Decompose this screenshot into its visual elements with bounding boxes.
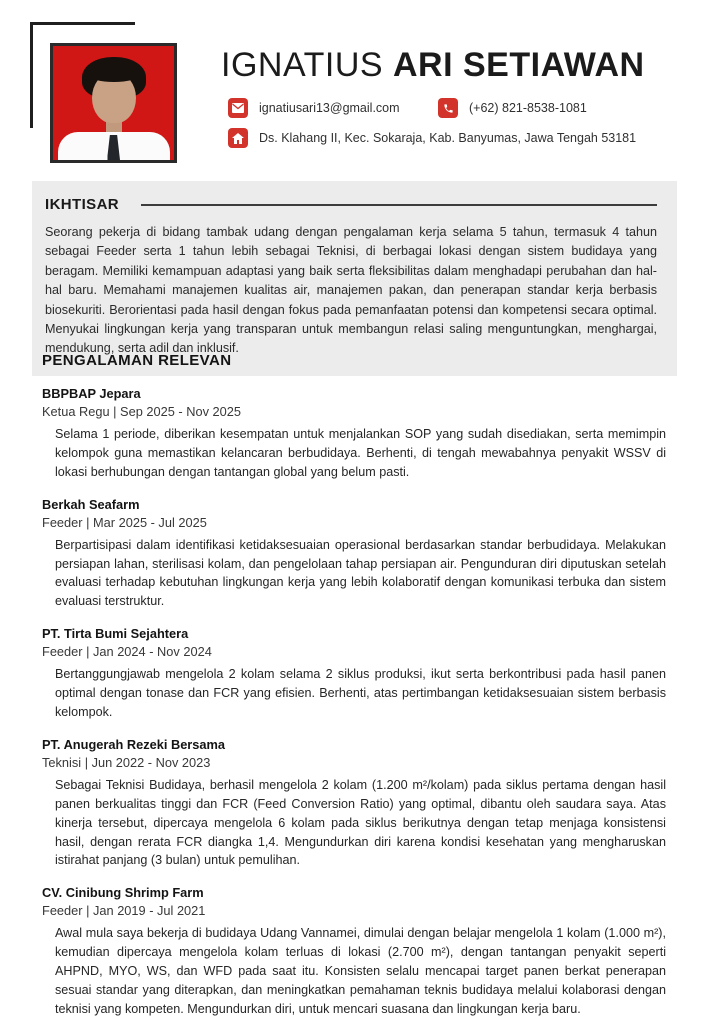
profile-photo [50, 43, 177, 163]
job-period: Sep 2025 - Nov 2025 [120, 404, 241, 419]
job-meta [42, 755, 666, 770]
mail-icon [228, 98, 248, 118]
job-period: Jan 2024 - Nov 2024 [93, 644, 212, 660]
job-separator: | [86, 903, 90, 919]
job-role: Teknisi [42, 754, 82, 770]
contact-phone [438, 98, 587, 118]
job-meta [42, 644, 666, 659]
person-last-name: ARI SETIAWAN [393, 46, 645, 84]
photo-fringe [89, 68, 139, 82]
job-separator: | [113, 404, 117, 419]
job-entry [42, 737, 666, 870]
summary-header [45, 196, 657, 213]
job-company: CV. Cinibung Shrimp Farm [42, 885, 204, 901]
job-separator: | [86, 644, 90, 660]
job-meta [42, 515, 666, 530]
job-entry [42, 497, 666, 612]
job-meta [42, 404, 666, 419]
experience-title: PENGALAMAN RELEVAN [42, 352, 232, 369]
summary-section [32, 181, 677, 376]
job-description: Sebagai Teknisi Budidaya, berhasil mengelola 2 kolam (1.200 m²/kolam) pada siklus pertama dengan hasil panen berkualitas tinggi dan FCR (Feed Conversion Ratio) yang optimal, dibantu oleh saudara saya. Atas kinerja tersebut, dipercaya mengelola 6 kolam pada siklus berikutnya dengan tetap menjaga konsistensi hasil, dengan rerata FCR diangka 1,4. Mengundurkan diri karena kondisi kesehatan yang mengharuskan istirahat panjang (3 bulan) untuk pemulihan. [55, 777, 666, 868]
job-description: Berpartisipasi dalam identifikasi ketidaksesuaian operasional berdasarkan standar berbudidaya. Melakukan persiapan lahan, sterilisasi kolam, dan pengelolaan tahap persiapan air. Pengunduran diri diputuskan setelah evaluasi terhadap kebutuhan lingkungan kerja yang lebih kolaboratif dengan komunikasi terbuka dan sistem evaluasi terstruktur. [55, 537, 666, 609]
job-meta [42, 903, 666, 918]
summary-divider-line [141, 204, 657, 206]
job-description: Awal mula saya bekerja di budidaya Udang Vannamei, dimulai dengan belajar mengelola 1 kolam (1.000 m²), kemudian dipercaya mengelola kolam terluas di lokasi (2.700 m²), dengan tantangan penyakit seperti AHPND, MYO, WS, dan WFD pada saat itu. Konsisten selalu mencapai target panen berkat penerapan sesuai standar yang diterapkan, dan meningkatkan pemahaman teknis budidaya melalui kolaborasi dengan teknisi yang kompeten. Mengundurkan diri, untuk mencari suasana dan lingkungan kerja baru. [55, 926, 666, 1016]
job-role: Feeder [42, 514, 83, 530]
job-description: Bertanggungjawab mengelola 2 kolam selama 2 siklus produksi, ikut serta berkontribusi pada hasil panen optimal dengan tonase dan FCR yang efisien. Berhenti, atas pertimbangan ketidaksesuaian sistem berbasis kelompok. [55, 667, 666, 720]
summary-title: IKHTISAR [45, 196, 120, 213]
job-role: Feeder [42, 644, 83, 660]
job-period: Jun 2022 - Nov 2023 [91, 754, 211, 770]
experience-section [42, 352, 666, 1034]
contact-address [228, 128, 636, 148]
job-company: Berkah Seafarm [42, 496, 140, 512]
person-name [221, 47, 645, 84]
job-period: Mar 2025 - Jul 2025 [93, 514, 207, 530]
phone-text: (+62) 821-8538-1081 [469, 101, 587, 115]
job-company: BBPBAP Jepara [42, 386, 141, 401]
job-description: Selama 1 periode, diberikan kesempatan untuk menjalankan SOP yang sudah disediakan, serta memimpin kelompok guna memastikan kelancaran berbudidaya. Berhenti, di tengah mewabahnya penyakit WSSV di lokasi berhubungan dengan tantangan global yang belum pasti. [55, 427, 666, 479]
phone-icon [438, 98, 458, 118]
email-text: ignatiusari13@gmail.com [259, 101, 400, 115]
address-text: Ds. Klahang II, Kec. Sokaraja, Kab. Banyumas, Jawa Tengah 53181 [259, 131, 637, 145]
job-separator: | [86, 514, 90, 530]
job-separator: | [84, 754, 89, 770]
contact-email [228, 98, 400, 118]
job-company: PT. Anugerah Rezeki Bersama [42, 736, 226, 752]
job-period: Jan 2019 - Jul 2021 [93, 903, 206, 919]
job-entry [42, 885, 666, 1018]
job-role: Ketua Regu [42, 404, 110, 419]
person-first-name: IGNATIUS [221, 46, 384, 84]
job-company: PT. Tirta Bumi Sejahtera [42, 626, 189, 642]
job-entry [42, 386, 666, 482]
home-icon [228, 128, 248, 148]
job-role: Feeder [42, 903, 83, 919]
summary-text: Seorang pekerja di bidang tambak udang dengan pengalaman kerja selama 5 tahun, termasuk 4 tahun sebagai Feeder serta 1 tahun lebih sebagai Teknisi, di berbagai lokasi dengan sistem budidaya yang beragam. Memiliki kemampuan adaptasi yang baik serta fleksibilitas dalam menghadapi perubahan dan hal-hal baru. Memahami manajemen kualitas air, manajemen pakan, dan penerapan standar kerja berbasis biosekuriti. Berorientasi pada hasil dengan fokus pada pemanfaatan potensi dan kompetensi secara optimal. Menyukai lingkungan kerja yang transparan untuk membangun relasi saling menguntungkan, menghargai, mendukung, serta adil dan inklusif. [45, 225, 657, 356]
job-entry [42, 626, 666, 722]
